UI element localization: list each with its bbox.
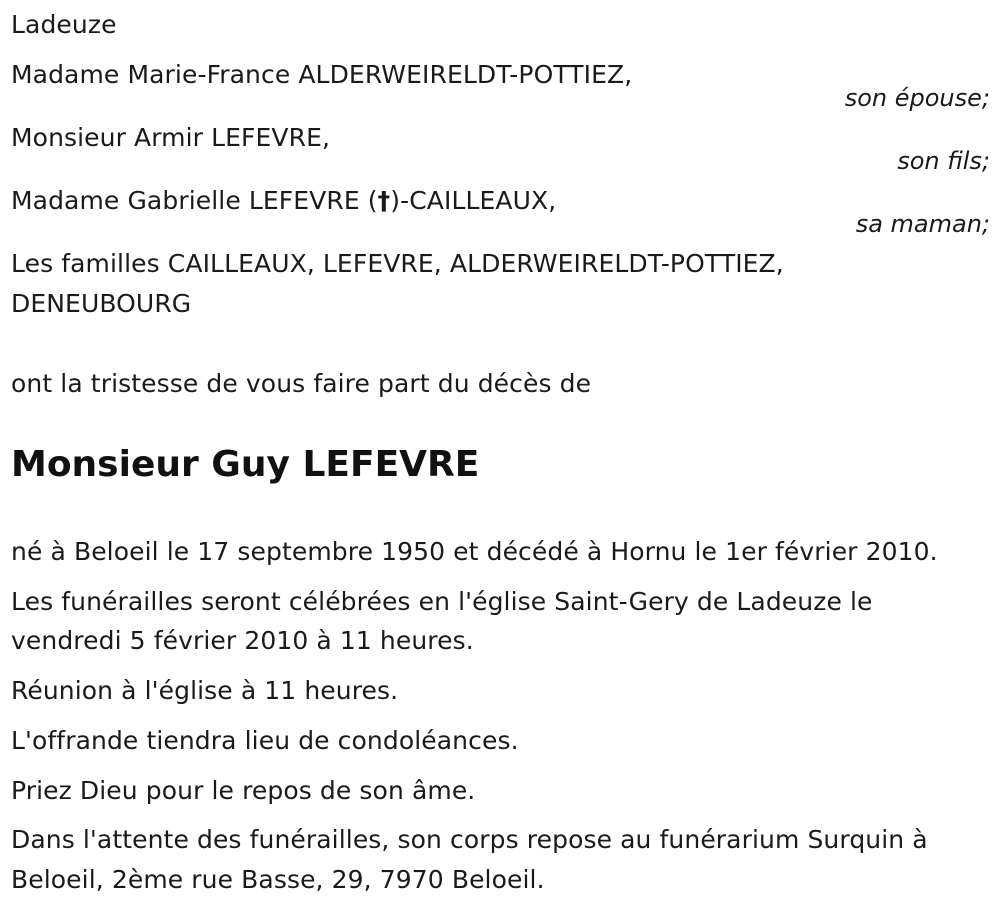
mother-name-start: Madame Gabrielle LEFEVRE (: [11, 186, 378, 215]
family-member-spouse: Madame Marie-France ALDERWEIRELDT-POTTIEZ,: [11, 60, 633, 89]
meeting-text: Réunion à l'église à 11 heures.: [11, 676, 399, 705]
families-line-1: Les familles CAILLEAUX, LEFEVRE, ALDERWEIRELDT-POTTIEZ,: [11, 249, 784, 278]
village-name: Ladeuze: [11, 10, 117, 39]
deceased-name: Monsieur Guy LEFEVRE: [11, 444, 480, 485]
announcement-text: ont la tristesse de vous faire part du décès de: [11, 369, 592, 398]
offering-text: L'offrande tiendra lieu de condoléances.: [11, 726, 519, 755]
funeral-text-line-2: vendredi 5 février 2010 à 11 heures.: [11, 626, 474, 655]
funeral-text-line-1: Les funérailles seront célébrées en l'église Saint-Gery de Ladeuze le: [11, 587, 873, 616]
mother-name-end: )-CAILLEAUX,: [390, 186, 557, 215]
birth-death-text: né à Beloeil le 17 septembre 1950 et décédé à Hornu le 1er février 2010.: [11, 537, 938, 566]
prayer-text: Priez Dieu pour le repos de son âme.: [11, 776, 476, 805]
rest-text-line-1: Dans l'attente des funérailles, son corps repose au funérarium Surquin à: [11, 825, 928, 854]
families-line-2: DENEUBOURG: [11, 289, 192, 318]
relation-mother: sa maman;: [855, 210, 990, 238]
relation-spouse: son épouse;: [844, 84, 990, 112]
family-member-son: Monsieur Armir LEFEVRE,: [11, 123, 331, 152]
family-member-mother: [11, 186, 556, 216]
rest-text-line-2: Beloeil, 2ème rue Basse, 29, 7970 Beloeil.: [11, 865, 545, 894]
cross-icon: †: [377, 186, 391, 215]
relation-son: son fils;: [897, 147, 990, 175]
